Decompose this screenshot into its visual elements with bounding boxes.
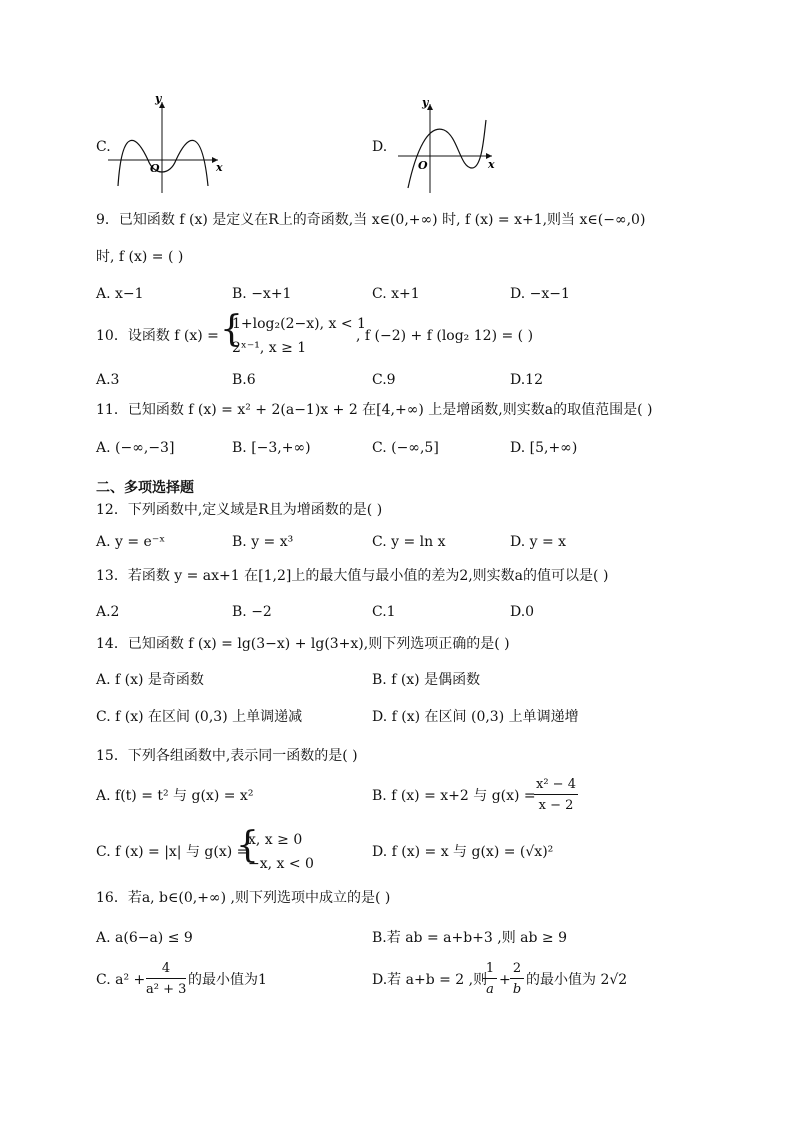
q15-option-c-case2: −x, x < 0 bbox=[248, 856, 314, 872]
q16-option-d-frac2-den: b bbox=[512, 982, 522, 997]
q15-stem: 15．下列各组函数中,表示同一函数的是( ) bbox=[96, 748, 358, 764]
q14-option-a: A. f (x) 是奇函数 bbox=[96, 672, 204, 688]
q12-option-d: D. y = x bbox=[510, 534, 567, 550]
option-c-label: C. bbox=[96, 139, 111, 155]
q13-stem: 13．若函数 y = ax+1 在[1,2]上的最大值与最小值的差为2,则实数a的值可以是( ) bbox=[96, 568, 609, 584]
graph-c-x-label: x bbox=[216, 161, 223, 174]
q15-option-d: D. f (x) = x 与 g(x) = (√x)² bbox=[372, 844, 554, 860]
q10-option-d: D.12 bbox=[510, 372, 543, 388]
q10-brace: { bbox=[220, 309, 243, 350]
q11-option-a: A. (−∞,−3] bbox=[96, 440, 175, 456]
q15-option-b-numerator: x² − 4 bbox=[534, 776, 578, 795]
q15-option-b-denominator: x − 2 bbox=[538, 798, 574, 813]
q10-option-c: C.9 bbox=[372, 372, 396, 388]
q13-option-c: C.1 bbox=[372, 604, 396, 620]
graph-d-x-label: x bbox=[488, 158, 495, 171]
q16-option-d-plus: + bbox=[499, 972, 511, 988]
q9-option-c: C. x+1 bbox=[372, 286, 420, 302]
q10-suffix: , f (−2) + f (log₂ 12) = ( ) bbox=[356, 328, 534, 344]
q13-option-d: D.0 bbox=[510, 604, 535, 620]
q16-option-a: A. a(6−a) ≤ 9 bbox=[96, 930, 193, 946]
q10-case2: 2ˣ⁻¹, x ≥ 1 bbox=[232, 340, 307, 356]
q15-option-b-left: B. f (x) = x+2 与 g(x) = bbox=[372, 788, 536, 804]
q9-stem-line2: 时, f (x) = ( ) bbox=[96, 249, 184, 265]
q16-option-d-left: D.若 a+b = 2 ,则 bbox=[372, 972, 488, 988]
q16-option-b: B.若 ab = a+b+3 ,则 ab ≥ 9 bbox=[372, 930, 568, 946]
q13-option-b: B. −2 bbox=[232, 604, 272, 620]
q9-option-b: B. −x+1 bbox=[232, 286, 292, 302]
q11-stem: 11．已知函数 f (x) = x² + 2(a−1)x + 2 在[4,+∞) 上是增函数,则实数a的取值范围是( ) bbox=[96, 402, 653, 418]
q14-stem: 14．已知函数 f (x) = lg(3−x) + lg(3+x),则下列选项正确的是( ) bbox=[96, 636, 510, 652]
q10-case1: 1+log₂(2−x), x < 1 bbox=[232, 316, 366, 332]
graph-c-origin: O bbox=[150, 162, 160, 175]
q14-option-d: D. f (x) 在区间 (0,3) 上单调递增 bbox=[372, 709, 579, 725]
q16-option-d-frac1-den: a bbox=[486, 982, 494, 997]
q13-option-a: A.2 bbox=[96, 604, 120, 620]
q15-option-c-case1: x, x ≥ 0 bbox=[248, 832, 303, 848]
graph-d bbox=[392, 96, 502, 194]
q10-option-a: A.3 bbox=[96, 372, 120, 388]
q11-option-d: D. [5,+∞) bbox=[510, 440, 578, 456]
q11-option-b: B. [−3,+∞) bbox=[232, 440, 311, 456]
q16-option-c-right: 的最小值为1 bbox=[188, 972, 267, 988]
graph-d-y-label: y bbox=[422, 96, 429, 109]
q10-option-b: B.6 bbox=[232, 372, 256, 388]
q16-option-d-frac1-num: 1 bbox=[483, 960, 497, 979]
q14-option-c: C. f (x) 在区间 (0,3) 上单调递减 bbox=[96, 709, 303, 725]
q11-option-c: C. (−∞,5] bbox=[372, 440, 439, 456]
q16-stem: 16．若a, b∈(0,+∞) ,则下列选项中成立的是( ) bbox=[96, 890, 391, 906]
q15-option-c-brace: { bbox=[236, 825, 259, 866]
q12-option-a: A. y = e⁻ˣ bbox=[96, 534, 166, 550]
q10-prefix: 10．设函数 f (x) = bbox=[96, 328, 219, 344]
q12-option-b: B. y = x³ bbox=[232, 534, 294, 550]
q15-option-a: A. f(t) = t² 与 g(x) = x² bbox=[96, 788, 254, 804]
q16-option-d-right: 的最小值为 2√2 bbox=[526, 972, 628, 988]
q14-option-b: B. f (x) 是偶函数 bbox=[372, 672, 481, 688]
graph-c bbox=[108, 96, 228, 194]
option-d-label: D. bbox=[372, 139, 388, 155]
q15-option-c-left: C. f (x) = |x| 与 g(x) = bbox=[96, 844, 249, 860]
graph-c-y-label: y bbox=[155, 96, 162, 105]
q16-option-c-left: C. a² + bbox=[96, 972, 146, 988]
q16-option-c-numerator: 4 bbox=[146, 960, 186, 979]
graph-d-origin: O bbox=[418, 159, 428, 172]
section-heading: 二、多项选择题 bbox=[96, 480, 194, 496]
q12-option-c: C. y = ln x bbox=[372, 534, 446, 550]
q16-option-c-denominator: a² + 3 bbox=[146, 982, 187, 997]
q16-option-d-frac2-num: 2 bbox=[510, 960, 524, 979]
q9-option-d: D. −x−1 bbox=[510, 286, 570, 302]
q9-stem-line1: 9．已知函数 f (x) 是定义在R上的奇函数,当 x∈(0,+∞) 时, f (x) = x+1,则当 x∈(−∞,0) bbox=[96, 212, 646, 228]
q9-option-a: A. x−1 bbox=[96, 286, 144, 302]
q12-stem: 12．下列函数中,定义域是R且为增函数的是( ) bbox=[96, 502, 383, 518]
